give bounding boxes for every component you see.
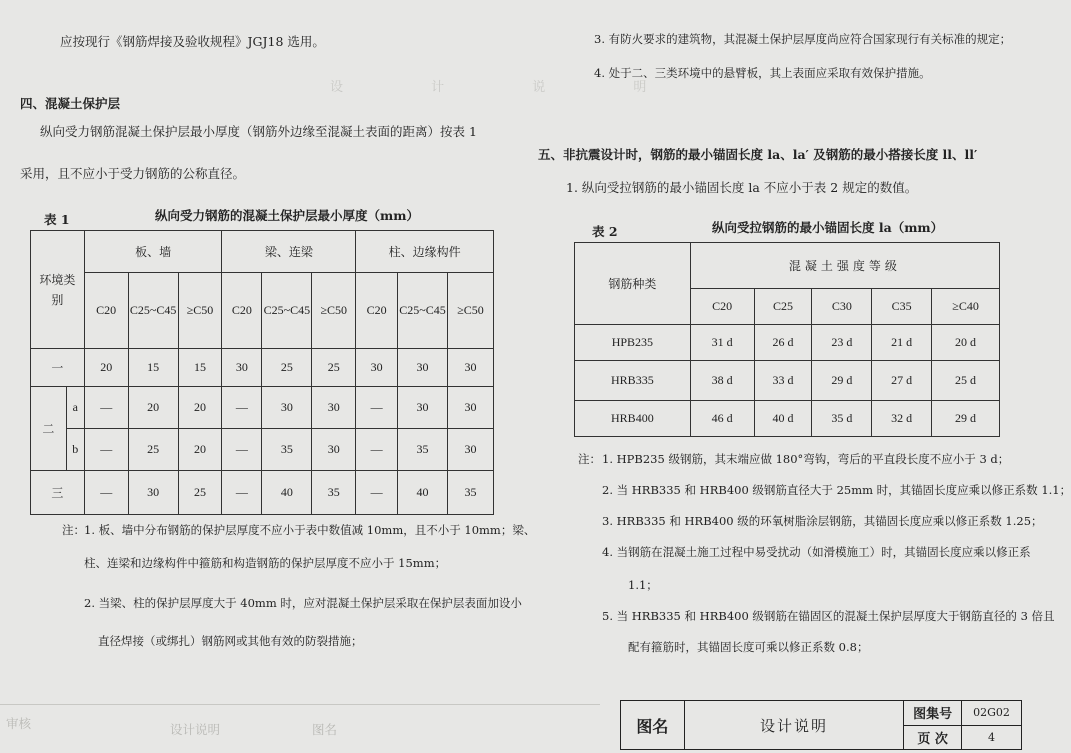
value-cell: 15 [178,349,222,387]
value-cell: 30 [312,429,356,471]
env-cell: 一 [31,349,85,387]
grade-header: C20 [222,273,262,349]
grade-header: C20 [690,289,754,325]
table-row [575,361,1000,401]
rebar-cell: HPB235 [575,325,691,361]
table2-label: 表 2 [592,224,618,239]
value-cell: 25 [128,429,178,471]
value-cell: 25 [262,349,312,387]
grade-header: C25~C45 [398,273,448,349]
value-cell: 23 d [812,325,872,361]
value-cell: 30 [262,387,312,429]
table-row [31,349,494,387]
grade-header: C35 [872,289,932,325]
grade-header: ≥C50 [448,273,494,349]
rebar-cell: HRB335 [575,361,691,401]
table2 [574,242,1000,437]
value-cell: 40 [262,471,312,515]
value-cell: 15 [128,349,178,387]
value-cell: 35 [398,429,448,471]
value-cell: 33 d [754,361,812,401]
value-cell: 30 [356,349,398,387]
value-cell: 35 [262,429,312,471]
item-5-1: 1. 纵向受拉钢筋的最小锚固长度 la 不应小于表 2 规定的数值。 [566,180,918,195]
value-cell: 20 [84,349,128,387]
note-line: 5. 当 HRB335 和 HRB400 级钢筋在锚固区的混凝土保护层厚度大于钢筋直径的 3 倍且 [602,609,1055,623]
value-cell: — [84,429,128,471]
table-row [31,471,494,515]
table2-caption: 纵向受拉钢筋的最小锚固长度 la（mm） [712,220,944,235]
value-cell: — [222,429,262,471]
drawing-name: 设计说明 [684,701,903,750]
value-cell: 30 [128,471,178,515]
note-prefix: 注： [62,523,85,537]
section-5-heading: 五、非抗震设计时，钢筋的最小锚固长度 la、la′ 及钢筋的最小搭接长度 ll、ll′ [538,147,978,162]
group-header: 梁、连梁 [222,231,356,273]
grade-header: C25 [754,289,812,325]
value-cell: 30 [398,349,448,387]
bleed-text: 审核 [6,716,32,731]
value-cell: 25 d [932,361,1000,401]
grade-header: C20 [356,273,398,349]
note-line: 配有箍筋时，其锚固长度可乘以修正系数 0.8； [628,640,869,654]
value-cell: 35 [448,471,494,515]
note-line: 2. 当梁、柱的保护层厚度大于 40mm 时，应对混凝土保护层采取在保护层表面加设小 [84,596,522,610]
table-row [575,401,1000,437]
item-4: 4. 处于二、三类环境中的悬臂板，其上表面应采取有效保护措施。 [594,66,931,80]
top-line: 应按现行《钢筋焊接及验收规程》JGJ18 选用。 [60,34,325,49]
value-cell: 40 d [754,401,812,437]
bleed-frame [0,704,600,753]
note-line: 4. 当钢筋在混凝土施工过程中易受扰动（如滑模施工）时，其锚固长度应乘以修正系 [602,545,1031,559]
env-header: 环境类别 [31,231,85,349]
paragraph-line: 纵向受力钢筋混凝土保护层最小厚度（钢筋外边缘至混凝土表面的距离）按表 1 [40,124,477,139]
bleed-text: 设计说明 [170,722,221,737]
value-cell: 21 d [872,325,932,361]
value-cell: 20 d [932,325,1000,361]
note-line: 柱、连梁和边缘构件中箍筋和构造钢筋的保护层厚度不应小于 15mm； [84,556,447,570]
value-cell: 27 d [872,361,932,401]
value-cell: 29 d [932,401,1000,437]
table-row [575,325,1000,361]
value-cell: 30 [448,349,494,387]
note-line: 直径焊接（或绑扎）钢筋网或其他有效的防裂措施； [98,634,363,648]
grade-header: ≥C50 [178,273,222,349]
note-prefix: 注： [578,452,601,466]
sub-cell: b [66,429,84,471]
title-label-name: 图名 [621,701,685,750]
title-block [620,700,1022,750]
grade-header: C30 [812,289,872,325]
value-cell: 30 [312,387,356,429]
rebar-cell: HRB400 [575,401,691,437]
value-cell: 35 [312,471,356,515]
note-line: 2. 当 HRB335 和 HRB400 级钢筋直径大于 25mm 时，其锚固长度应乘以修正系数 1.1； [602,483,1071,497]
atlas-number: 02G02 [962,701,1022,726]
value-cell: — [222,387,262,429]
grade-header: ≥C50 [312,273,356,349]
env-cell: 三 [31,471,85,515]
bleed-text: 图名 [312,722,338,737]
value-cell: 20 [128,387,178,429]
ghost-heading: 设 计 说 明 [330,80,689,95]
value-cell: — [84,387,128,429]
env-cell: 二 [31,387,67,471]
value-cell: 20 [178,387,222,429]
note-line: 1.1； [628,578,658,592]
paragraph-line: 采用，且不应小于受力钢筋的公称直径。 [20,166,246,181]
value-cell: — [84,471,128,515]
value-cell: 32 d [872,401,932,437]
sub-cell: a [66,387,84,429]
group-header: 板、墙 [84,231,222,273]
table1-caption: 纵向受力钢筋的混凝土保护层最小厚度（mm） [155,208,419,223]
value-cell: 30 [398,387,448,429]
grade-header: C20 [84,273,128,349]
value-cell: 30 [448,429,494,471]
grade-header: C25~C45 [262,273,312,349]
note-line: 1. HPB235 级钢筋，其末端应做 180°弯钩，弯后的平直段长度不应小于 3 d； [602,452,1010,466]
title-label-page: 页 次 [904,725,962,750]
title-label-atlas: 图集号 [904,701,962,726]
grade-group-header: 混凝土强度等级 [690,243,999,289]
item-3: 3. 有防火要求的建筑物，其混凝土保护层厚度尚应符合国家现行有关标准的规定； [594,32,1012,46]
value-cell: 26 d [754,325,812,361]
value-cell: 46 d [690,401,754,437]
group-header: 柱、边缘构件 [356,231,494,273]
table1 [30,230,494,515]
page-number: 4 [962,725,1022,750]
value-cell: 31 d [690,325,754,361]
grade-header: ≥C40 [932,289,1000,325]
grade-header: C25~C45 [128,273,178,349]
value-cell: 35 d [812,401,872,437]
note-line: 3. HRB335 和 HRB400 级的环氧树脂涂层钢筋，其锚固长度应乘以修正系数 1.25； [602,514,1043,528]
section-4-heading: 四、混凝土保护层 [20,96,121,111]
value-cell: — [356,471,398,515]
value-cell: — [356,429,398,471]
rebar-header: 钢筋种类 [575,243,691,325]
table-row [31,429,494,471]
value-cell: 25 [178,471,222,515]
value-cell: 25 [312,349,356,387]
value-cell: 30 [222,349,262,387]
value-cell: 38 d [690,361,754,401]
note-line: 1. 板、墙中分布钢筋的保护层厚度不应小于表中数值减 10mm，且不小于 10mm；梁、 [84,523,536,537]
value-cell: 40 [398,471,448,515]
table-row [31,387,494,429]
value-cell: 20 [178,429,222,471]
table1-label: 表 1 [44,212,70,227]
value-cell: 30 [448,387,494,429]
value-cell: — [356,387,398,429]
value-cell: — [222,471,262,515]
value-cell: 29 d [812,361,872,401]
